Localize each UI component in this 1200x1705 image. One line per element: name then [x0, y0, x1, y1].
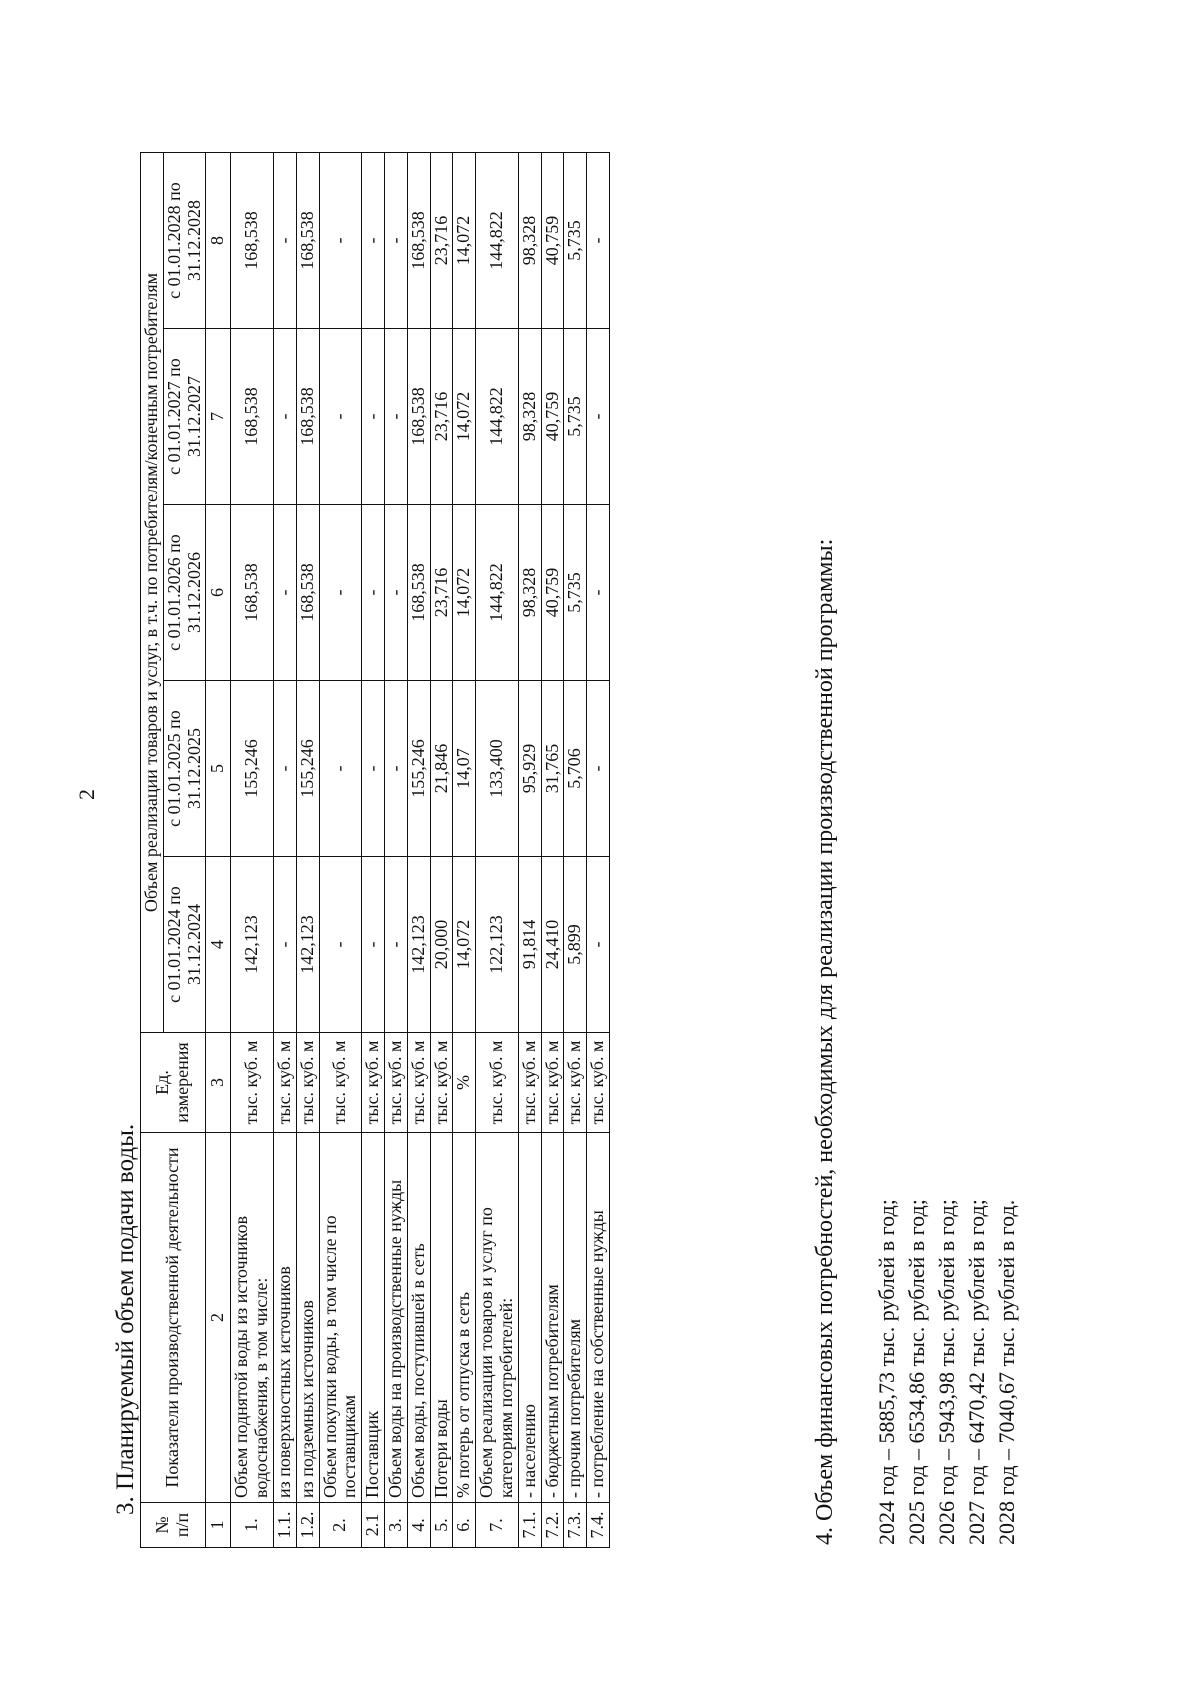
row-value: 21,846 [430, 681, 453, 857]
row-value: - [587, 681, 610, 857]
row-value: 133,400 [476, 681, 519, 857]
water-supply-table [140, 152, 610, 1548]
row-unit: тыс. куб. м [541, 1033, 564, 1133]
row-value: 5,735 [564, 329, 587, 505]
table-row [296, 153, 319, 1548]
row-indicator: % потерь от отпуска в сеть [453, 1133, 476, 1503]
row-value: 23,716 [430, 329, 453, 505]
row-number: 7.4. [587, 1503, 610, 1548]
row-unit: тыс. куб. м [296, 1033, 319, 1133]
row-value: - [384, 857, 407, 1033]
financial-item: 2028 год – 7040,67 тыс. рублей в год. [994, 1199, 1019, 1545]
row-value: 144,822 [476, 505, 519, 681]
row-value: 155,246 [296, 681, 319, 857]
row-number: 2. [319, 1503, 362, 1548]
financial-item: 2024 год – 5885,73 тыс. рублей в год; [874, 1199, 899, 1545]
table-row [273, 153, 296, 1548]
row-value: - [362, 329, 385, 505]
column-index: 5 [206, 681, 231, 857]
row-value: - [587, 857, 610, 1033]
row-number: 7.1. [518, 1503, 541, 1548]
row-value: - [273, 153, 296, 329]
row-value: 23,716 [430, 505, 453, 681]
row-value: 168,538 [296, 329, 319, 505]
row-unit: тыс. куб. м [384, 1033, 407, 1133]
row-indicator: из поверхностных источников [273, 1133, 296, 1503]
row-value: 5,899 [564, 857, 587, 1033]
row-value: - [587, 505, 610, 681]
row-value: 98,328 [518, 153, 541, 329]
row-value: 122,123 [476, 857, 519, 1033]
financial-item: 2026 год – 5943,98 тыс. рублей в год; [934, 1199, 959, 1545]
row-unit: тыс. куб. м [587, 1033, 610, 1133]
row-value: 40,759 [541, 153, 564, 329]
column-index: 1 [206, 1503, 231, 1548]
row-value: 168,538 [296, 153, 319, 329]
row-unit: % [453, 1033, 476, 1133]
column-index-row [206, 153, 231, 1548]
row-value: 168,538 [407, 505, 430, 681]
table-row [564, 153, 587, 1548]
row-unit: тыс. куб. м [407, 1033, 430, 1133]
row-value: - [384, 505, 407, 681]
row-indicator: - прочим потребителям [564, 1133, 587, 1503]
row-value: - [273, 329, 296, 505]
row-value: 40,759 [541, 329, 564, 505]
row-number: 7. [476, 1503, 519, 1548]
row-value: - [273, 505, 296, 681]
header-period: с 01.01.2024 по 31.12.2024 [163, 857, 206, 1033]
row-value: - [319, 329, 362, 505]
table-row [384, 153, 407, 1548]
row-unit: тыс. куб. м [430, 1033, 453, 1133]
row-value: 168,538 [231, 153, 274, 329]
row-value: - [384, 153, 407, 329]
row-value: 142,123 [407, 857, 430, 1033]
row-number: 5. [430, 1503, 453, 1548]
row-indicator: Потери воды [430, 1133, 453, 1503]
row-value: 142,123 [231, 857, 274, 1033]
row-value: 31,765 [541, 681, 564, 857]
row-number: 1.2. [296, 1503, 319, 1548]
row-value: - [319, 681, 362, 857]
table-row [362, 153, 385, 1548]
financial-item: 2027 год – 6470,42 тыс. рублей в год; [964, 1199, 989, 1545]
section-4-title: 4. Объем финансовых потребностей, необходимых для реализации производственной программы: [812, 538, 838, 1545]
column-index: 8 [206, 153, 231, 329]
row-value: 5,735 [564, 505, 587, 681]
page-number: 2 [74, 789, 99, 800]
row-value: 14,07 [453, 681, 476, 857]
row-value: - [319, 857, 362, 1033]
row-value: 155,246 [231, 681, 274, 857]
row-value: - [319, 505, 362, 681]
row-indicator: - потребление на собственные нужды [587, 1133, 610, 1503]
table-row [407, 153, 430, 1548]
column-index: 3 [206, 1033, 231, 1133]
row-indicator: Объем поднятой воды из источников водоснабжения, в том числе: [231, 1133, 274, 1503]
row-value: - [273, 857, 296, 1033]
column-index: 4 [206, 857, 231, 1033]
row-value: - [587, 153, 610, 329]
row-number: 7.2. [541, 1503, 564, 1548]
header-num: № п/п [141, 1503, 206, 1548]
table-row [231, 153, 274, 1548]
header-period: с 01.01.2028 по 31.12.2028 [163, 153, 206, 329]
row-indicator: - населению [518, 1133, 541, 1503]
row-number: 6. [453, 1503, 476, 1548]
table-row [518, 153, 541, 1548]
table-row [587, 153, 610, 1548]
row-number: 4. [407, 1503, 430, 1548]
row-value: 142,123 [296, 857, 319, 1033]
financial-needs-list [872, 1199, 1022, 1545]
row-value: - [319, 153, 362, 329]
row-value: 14,072 [453, 505, 476, 681]
row-value: 14,072 [453, 329, 476, 505]
row-number: 7.3. [564, 1503, 587, 1548]
row-value: - [362, 505, 385, 681]
row-value: 24,410 [541, 857, 564, 1033]
table-row [476, 153, 519, 1548]
column-index: 7 [206, 329, 231, 505]
row-value: - [384, 681, 407, 857]
row-number: 3. [384, 1503, 407, 1548]
row-number: 2.1 [362, 1503, 385, 1548]
row-unit: тыс. куб. м [231, 1033, 274, 1133]
header-unit: Ед. измерения [141, 1033, 206, 1133]
row-value: 155,246 [407, 681, 430, 857]
column-index: 2 [206, 1133, 231, 1503]
row-value: 14,072 [453, 857, 476, 1033]
row-unit: тыс. куб. м [362, 1033, 385, 1133]
row-value: 168,538 [407, 329, 430, 505]
row-value: 23,716 [430, 153, 453, 329]
header-period: с 01.01.2027 по 31.12.2027 [163, 329, 206, 505]
row-value: - [362, 153, 385, 329]
row-value: - [362, 681, 385, 857]
row-unit: тыс. куб. м [319, 1033, 362, 1133]
row-value: 144,822 [476, 329, 519, 505]
header-period: с 01.01.2026 по 31.12.2026 [163, 505, 206, 681]
table-row [319, 153, 362, 1548]
row-value: 40,759 [541, 505, 564, 681]
header-name: Показатели производственной деятельности [141, 1133, 206, 1503]
row-value: - [362, 857, 385, 1033]
row-value: 98,328 [518, 329, 541, 505]
row-value: - [587, 329, 610, 505]
header-period: с 01.01.2025 по 31.12.2025 [163, 681, 206, 857]
row-unit: тыс. куб. м [273, 1033, 296, 1133]
row-value: 14,072 [453, 153, 476, 329]
row-value: 98,328 [518, 505, 541, 681]
header-group: Объем реализации товаров и услуг, в т.ч. по потребителям/конечным потребителям [141, 153, 164, 1033]
row-value: 91,814 [518, 857, 541, 1033]
row-indicator: Объем покупки воды, в том числе по поставщикам [319, 1133, 362, 1503]
row-number: 1. [231, 1503, 274, 1548]
row-value: 5,706 [564, 681, 587, 857]
row-value: - [273, 681, 296, 857]
column-index: 6 [206, 505, 231, 681]
table-row [541, 153, 564, 1548]
row-value: 95,929 [518, 681, 541, 857]
row-indicator: из подземных источников [296, 1133, 319, 1503]
table-body [206, 153, 610, 1548]
section-3-title: 3. Планируемый объем подачи воды. [112, 1123, 139, 1515]
row-unit: тыс. куб. м [476, 1033, 519, 1133]
row-number: 1.1. [273, 1503, 296, 1548]
row-unit: тыс. куб. м [518, 1033, 541, 1133]
row-value: 168,538 [231, 329, 274, 505]
financial-item: 2025 год – 6534,86 тыс. рублей в год; [904, 1199, 929, 1545]
row-value: 144,822 [476, 153, 519, 329]
row-unit: тыс. куб. м [564, 1033, 587, 1133]
table-row [430, 153, 453, 1548]
row-value: 168,538 [231, 505, 274, 681]
row-value: 168,538 [296, 505, 319, 681]
table-row [453, 153, 476, 1548]
row-value: 168,538 [407, 153, 430, 329]
row-indicator: Объем воды, поступившей в сеть [407, 1133, 430, 1503]
row-value: - [384, 329, 407, 505]
row-indicator: Поставщик [362, 1133, 385, 1503]
row-indicator: - бюджетным потребителям [541, 1133, 564, 1503]
row-value: 5,735 [564, 153, 587, 329]
row-value: 20,000 [430, 857, 453, 1033]
row-indicator: Объем реализации товаров и услуг по категориям потребителей: [476, 1133, 519, 1503]
row-indicator: Объем воды на производственные нужды [384, 1133, 407, 1503]
